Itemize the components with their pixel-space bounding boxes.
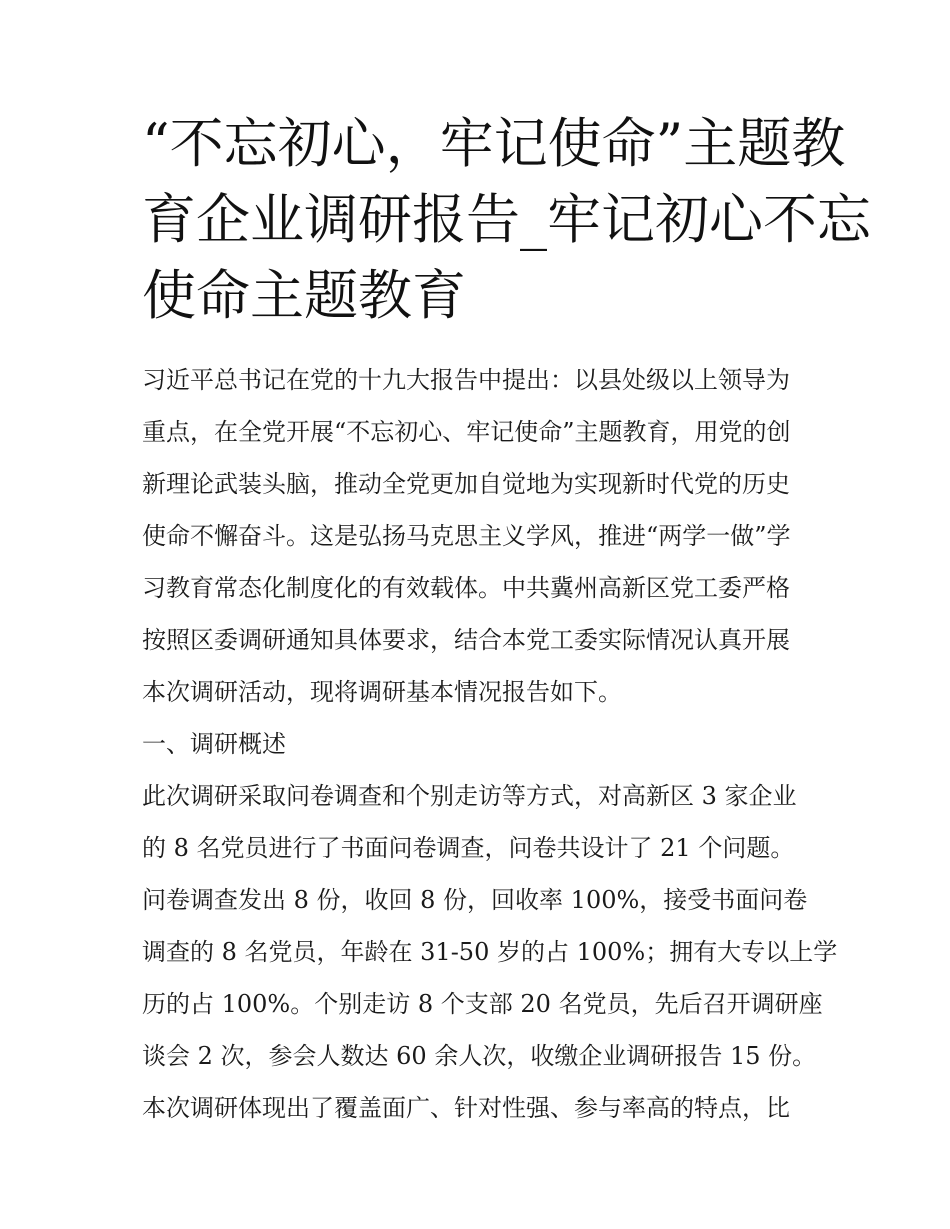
title-line: “不忘初心，牢记使命”主题教 [142, 112, 846, 175]
body-line: 历的占 100%。个别走访 8 个支部 20 名党员，先后召开调研座 [142, 990, 823, 1018]
title-line: 育企业调研报告_牢记初心不忘 [142, 188, 871, 251]
body-line: 此次调研采取问卷调查和个别走访等方式，对高新区 3 家企业 [142, 782, 797, 810]
body-line: 的 8 名党员进行了书面问卷调查，问卷共设计了 21 个问题。 [142, 834, 795, 862]
body-line: 重点，在全党开展“不忘初心、牢记使命”主题教育，用党的创 [142, 418, 791, 446]
body-line: 习教育常态化制度化的有效载体。中共冀州高新区党工委严格 [142, 574, 790, 602]
body-line: 本次调研活动，现将调研基本情况报告如下。 [142, 678, 622, 706]
section-heading: 一、调研概述 [142, 730, 286, 758]
body-line: 调查的 8 名党员，年龄在 31-50 岁的占 100%；拥有大专以上学 [142, 938, 838, 966]
body-line: 谈会 2 次，参会人数达 60 余人次，收缴企业调研报告 15 份。 [142, 1042, 817, 1070]
body-line: 使命不懈奋斗。这是弘扬马克思主义学风，推进“两学一做”学 [142, 522, 791, 550]
title-line: 使命主题教育 [142, 264, 466, 327]
body-line: 习近平总书记在党的十九大报告中提出：以县处级以上领导为 [142, 366, 790, 394]
body-line: 本次调研体现出了覆盖面广、针对性强、参与率高的特点，比 [142, 1094, 790, 1122]
document-body [142, 354, 838, 1134]
body-line: 新理论武装头脑，推动全党更加自觉地为实现新时代党的历史 [142, 470, 790, 498]
body-line: 按照区委调研通知具体要求，结合本党工委实际情况认真开展 [142, 626, 790, 654]
body-line: 问卷调查发出 8 份，收回 8 份，回收率 100%，接受书面问卷 [142, 886, 808, 914]
document-title [142, 106, 871, 334]
